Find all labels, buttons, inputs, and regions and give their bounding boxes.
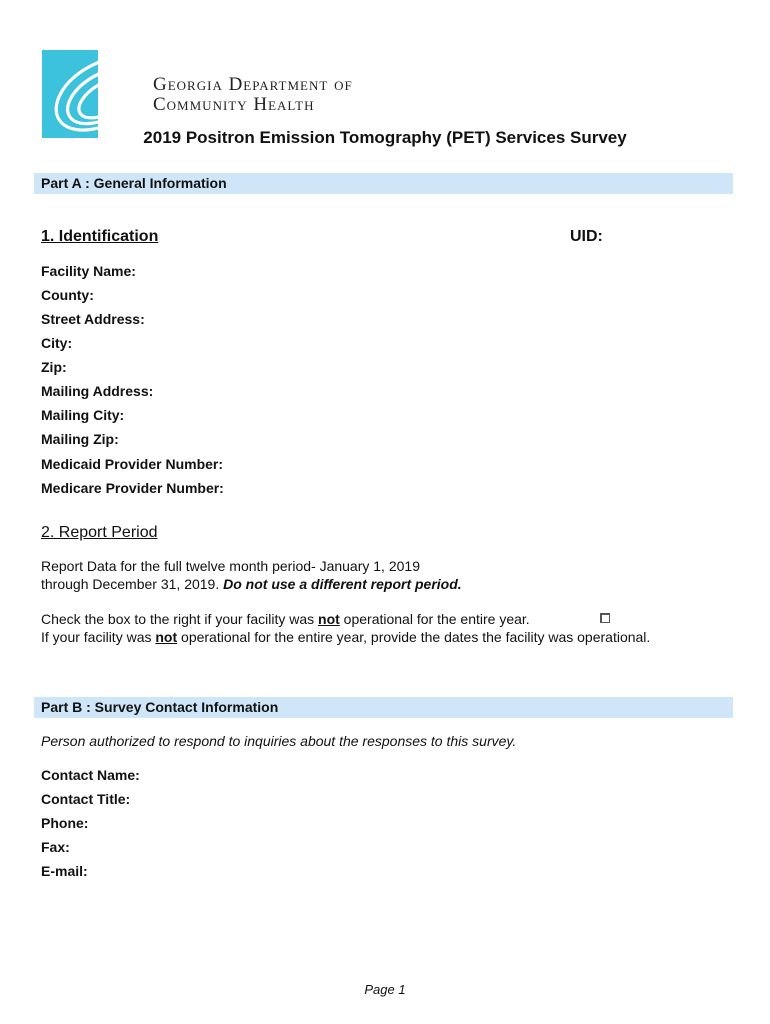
agency-name-line1: Georgia Department of xyxy=(153,74,353,95)
not-operational-post: operational for the entire year. xyxy=(339,611,530,627)
identification-heading: 1. Identification xyxy=(41,228,159,245)
report-period-heading: 2. Report Period xyxy=(41,524,158,541)
operational-dates-instruction xyxy=(41,629,650,645)
medicare-provider-number-label: Medicare Provider Number: xyxy=(41,480,224,496)
email-label: E-mail: xyxy=(41,863,88,879)
report-period-line2-text: through December 31, 2019. xyxy=(41,576,224,592)
part-b-section-bar: Part B : Survey Contact Information xyxy=(34,697,733,718)
mailing-zip-label: Mailing Zip: xyxy=(41,431,119,447)
city-label: City: xyxy=(41,335,73,351)
street-address-label: Street Address: xyxy=(41,311,145,327)
mailing-city-label: Mailing City: xyxy=(41,407,125,423)
medicaid-provider-number-label: Medicaid Provider Number: xyxy=(41,456,224,472)
county-label: County: xyxy=(41,287,94,303)
report-period-warning: Do not use a different report period. xyxy=(223,576,462,592)
zip-label: Zip: xyxy=(41,359,67,375)
report-period-line2 xyxy=(41,576,462,592)
uid-label: UID: xyxy=(570,228,603,245)
agency-name-line2: Community Health xyxy=(153,94,315,115)
facility-name-label: Facility Name: xyxy=(41,263,136,279)
contact-intro: Person authorized to respond to inquiries about the responses to this survey. xyxy=(41,733,517,749)
part-a-section-bar: Part A : General Information xyxy=(34,173,733,194)
fax-label: Fax: xyxy=(41,839,70,855)
not-operational-instruction xyxy=(41,611,530,627)
page-number: Page 1 xyxy=(364,982,406,997)
not-operational-checkbox[interactable] xyxy=(600,613,610,623)
report-period-line1: Report Data for the full twelve month period- January 1, 2019 xyxy=(41,558,420,574)
mailing-address-label: Mailing Address: xyxy=(41,383,154,399)
dch-swirl-logo-icon xyxy=(42,50,98,138)
contact-title-label: Contact Title: xyxy=(41,791,131,807)
not-operational-pre: Check the box to the right if your facility was xyxy=(41,611,319,627)
survey-title: 2019 Positron Emission Tomography (PET) Services Survey xyxy=(143,128,627,147)
phone-label: Phone: xyxy=(41,815,89,831)
operational-dates-pre: If your facility was xyxy=(41,629,156,645)
operational-dates-post: operational for the entire year, provide the dates the facility was operational. xyxy=(177,629,651,645)
not-operational-emphasis: not xyxy=(318,611,340,627)
contact-name-label: Contact Name: xyxy=(41,767,140,783)
operational-dates-emphasis: not xyxy=(155,629,178,645)
